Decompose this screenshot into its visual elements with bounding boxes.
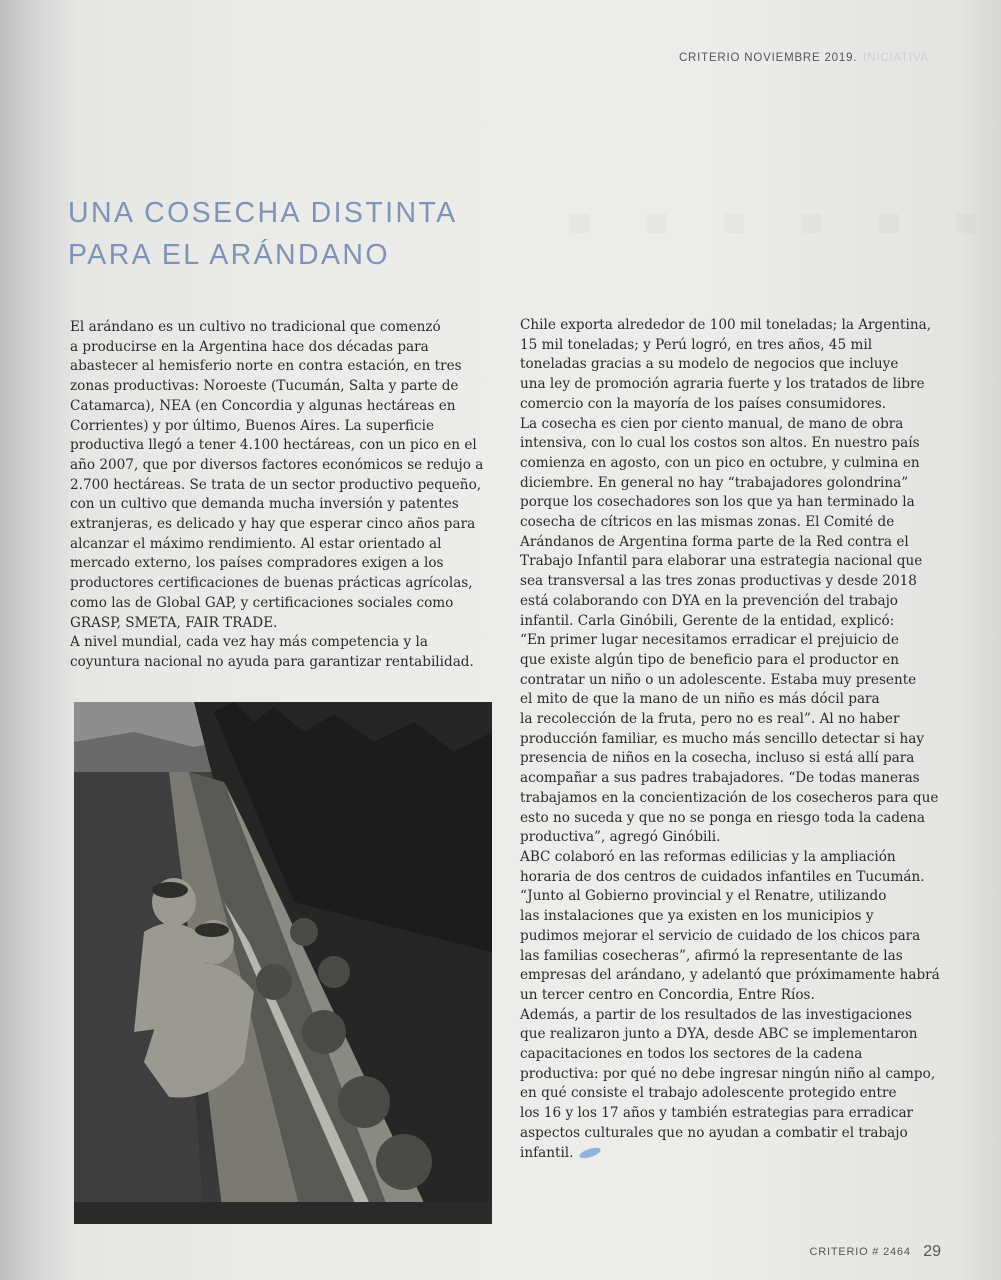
harvest-photo [74,702,492,1224]
text-line: alcanzar el máximo rendimiento. Al estar orientado al [70,535,442,552]
text-line: porque los cosechadores son los que ya han terminado la [520,494,915,511]
text-line: a producirse en la Argentina hace dos décadas para [70,338,429,355]
last-text-line [520,1144,940,1164]
text-line: sea transversal a las tres zonas productivas y desde 2018 [520,573,917,590]
text-line: Chile exporta alrededor de 100 mil toneladas; la Argentina, [520,317,932,333]
text-line: los 16 y los 17 años y también estrategias para erradicar [520,1105,914,1122]
text-line: presencia de niños en la cosecha, incluso si está allí para [520,750,915,767]
text-line: El arándano es un cultivo no tradicional que comenzó [70,319,441,335]
text-line: esto no suceda y que no se ponga en riesgo toda la cadena [520,809,926,826]
text-line: Corrientes) y por último, Buenos Aires. La superficie [70,417,435,434]
magazine-issue: CRITERIO # 2464 [809,1246,911,1258]
title-line-1: UNA COSECHA DISTINTA [68,197,458,229]
text-line: intensiva, con lo cual los costos son altos. En nuestro país [520,435,920,452]
text-line: diciembre. En general no hay “trabajadores golondrina” [520,474,909,491]
text-line: un tercer centro en Concordia, Entre Ríos. [520,986,815,1003]
text-line: mercado externo, los países compradores exigen a los [70,555,444,572]
text-line: Arándanos de Argentina forma parte de la Red contra el [520,533,909,550]
text-line: Catamarca), NEA (en Concordia y algunas hectáreas en [70,397,456,414]
text-line: horaria de dos centros de cuidados infantiles en Tucumán. [520,868,925,885]
text-line: el mito de que la mano de un niño es más dócil para [520,691,880,708]
text-line: empresas del arándano, y adelantó que próximamente habrá [520,967,940,984]
section-label: INICIATIVA [863,52,929,64]
text-line: como las de Global GAP, y certificaciones sociales como [70,594,454,611]
text-line: producción familiar, es mucho más sencillo detectar si hay [520,730,925,747]
text-line: la recolección de la fruta, pero no es real”. Al no haber [520,711,900,728]
text-line: abastecer al hemisferio norte en contra estación, en tres [70,358,462,375]
text-line: productiva”, agregó Ginóbili. [520,829,721,846]
text-line: zonas productivas: Noroeste (Tucumán, Salta y parte de [70,378,459,395]
text-line: toneladas gracias a su modelo de negocios que incluye [520,356,899,373]
text-line: comercio con la mayoría de los países consumidores. [520,395,887,412]
text-line: año 2007, que por diversos factores económicos se redujo a [70,456,484,473]
text-line: que existe algún tipo de beneficio para el productor en [520,651,899,668]
text-line: con un cultivo que demanda mucha inversión y patentes [70,496,459,513]
text-line: las familias cosecheras”, afirmó la representante de las [520,947,903,964]
article-title [68,192,588,276]
text-line: en qué consiste el trabajo adolescente protegido entre [520,1085,897,1102]
text-line: trabajamos en la concientización de los cosecheros para que [520,789,939,806]
end-of-article-mark [579,1146,602,1160]
text-line: “En primer lugar necesitamos erradicar el prejuicio de [520,632,899,649]
page-number: 29 [923,1243,941,1260]
text-line: cosecha de cítricos en las mismas zonas. El Comité de [520,514,895,531]
text-line: comienza en agosto, con un pico en octubre, y culmina en [520,454,920,471]
text-line: A nivel mundial, cada vez hay más competencia y la [70,634,428,651]
left-column [70,318,490,673]
background-watermark: ▪ ▪ ▪ ▪ ▪ ▪ [551,182,980,270]
right-column [520,316,940,1163]
running-head-text: CRITERIO NOVIEMBRE 2019. [678,52,858,64]
text-line: está colaborando con DYA en la prevención del trabajo [520,592,898,609]
text-line: aspectos culturales que no ayudan a combatir el trabajo [520,1124,908,1141]
text-line: productores certificaciones de buenas prácticas agrícolas, [70,575,473,592]
text-line: contratar un niño o un adolescente. Estaba muy presente [520,671,917,688]
text-line: coyuntura nacional no ayuda para garantizar rentabilidad. [70,653,474,670]
text-line: las instalaciones que ya existen en los municipios y [520,908,874,925]
text-line: acompañar a sus padres trabajadores. “De todas maneras [520,770,920,787]
running-header [679,52,929,64]
text-line: extranjeras, es delicado y hay que esperar cinco años para [70,516,476,533]
text-line: ABC colaboró en las reformas edilicias y la ampliación [520,848,896,865]
text-line: Trabajo Infantil para elaborar una estrategia nacional que [520,553,923,570]
page-footer [809,1243,941,1261]
text-line-end: infantil. [520,1144,574,1161]
photo-illustration [74,702,492,1224]
text-line: una ley de promoción agraria fuerte y los tratados de libre [520,376,925,393]
text-line: 2.700 hectáreas. Se trata de un sector productivo pequeño, [70,476,482,493]
text-line: 15 mil toneladas; y Perú logró, en tres años, 45 mil [520,336,873,353]
text-line: que realizaron junto a DYA, desde ABC se implementaron [520,1026,918,1043]
text-line: productiva: por qué no debe ingresar ningún niño al campo, [520,1065,936,1082]
title-line-2: PARA EL ARÁNDANO [68,239,390,271]
text-line: pudimos mejorar el servicio de cuidado de los chicos para [520,927,921,944]
text-line: “Junto al Gobierno provincial y el Renatre, utilizando [520,888,887,905]
text-line: infantil. Carla Ginóbili, Gerente de la entidad, explicó: [520,612,895,629]
text-line: productiva llegó a tener 4.100 hectáreas, con un pico en el [70,437,477,454]
text-line: Además, a partir de los resultados de las investigaciones [520,1006,912,1023]
text-line: capacitaciones en todos los sectores de la cadena [520,1046,863,1063]
text-line: GRASP, SMETA, FAIR TRADE. [70,614,278,631]
text-line: La cosecha es cien por ciento manual, de mano de obra [520,415,904,432]
